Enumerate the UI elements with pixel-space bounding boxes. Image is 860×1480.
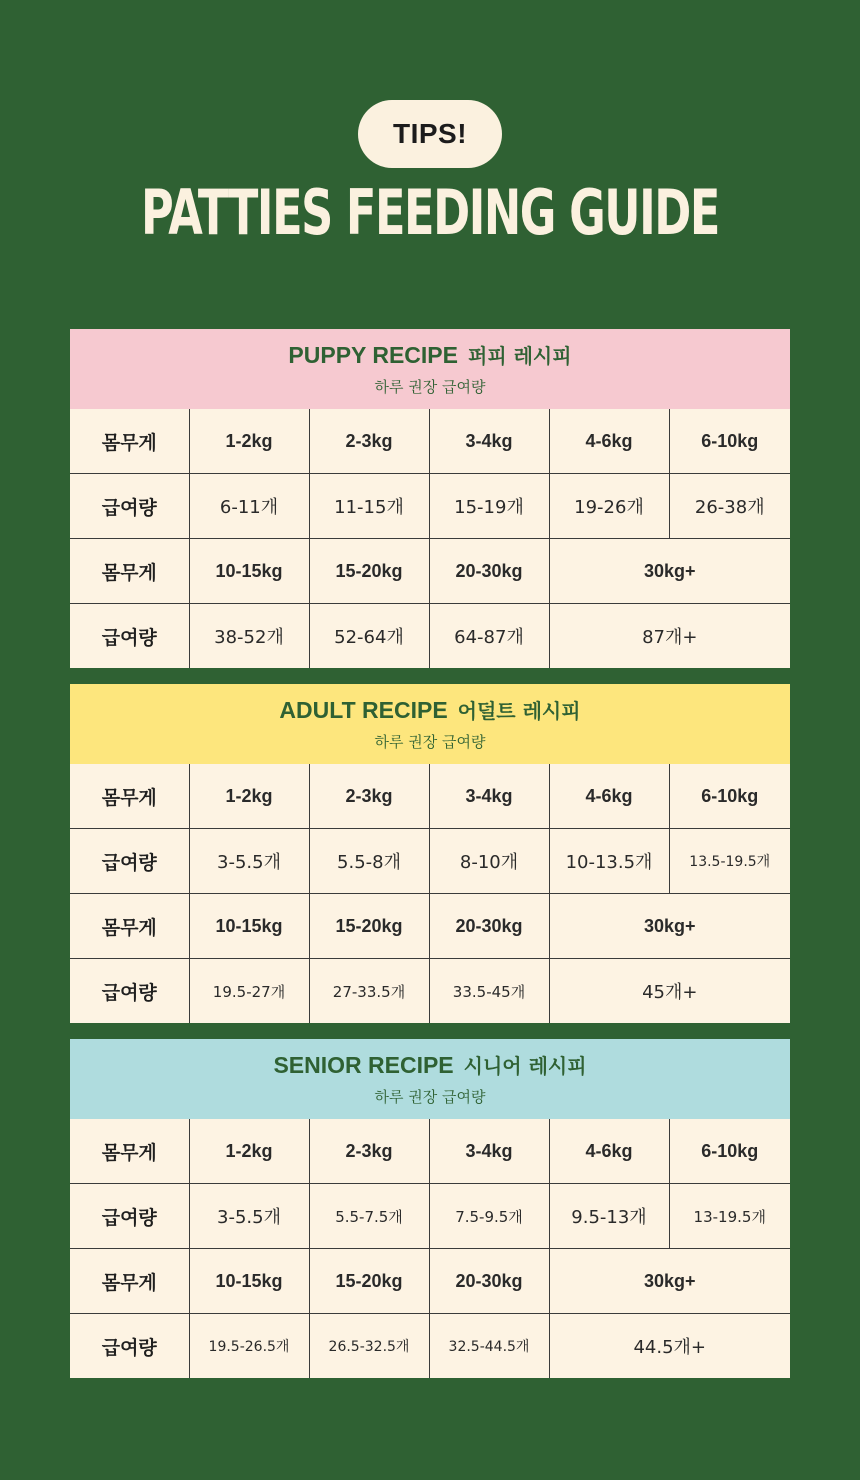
weight-cell: 3-4kg	[429, 409, 549, 474]
amount-cell: 19.5-26.5개	[189, 1314, 309, 1379]
weight-cell: 30kg+	[549, 894, 790, 959]
amount-cell: 5.5-8개	[309, 829, 429, 894]
weight-label: 몸무게	[70, 409, 189, 474]
senior-feeding-table	[70, 1119, 790, 1378]
section-subtitle: 하루 권장 급여량	[374, 1088, 486, 1106]
weight-cell: 3-4kg	[429, 1119, 549, 1184]
amount-label: 급여량	[70, 1184, 189, 1249]
puppy-feeding-table	[70, 409, 790, 668]
amount-cell: 3-5.5개	[189, 829, 309, 894]
amount-cell: 26-38개	[669, 474, 790, 539]
weight-cell: 2-3kg	[309, 764, 429, 829]
amount-label: 급여량	[70, 1314, 189, 1379]
table-row	[70, 1184, 790, 1249]
weight-cell: 1-2kg	[189, 764, 309, 829]
weight-cell: 2-3kg	[309, 1119, 429, 1184]
weight-cell: 15-20kg	[309, 539, 429, 604]
weight-label: 몸무게	[70, 894, 189, 959]
weight-label: 몸무게	[70, 1119, 189, 1184]
table-row	[70, 1249, 790, 1314]
adult-section-header	[70, 684, 790, 764]
section-title-en: SENIOR RECIPE	[273, 1052, 454, 1078]
amount-cell: 13-19.5개	[669, 1184, 790, 1249]
amount-cell: 13.5-19.5개	[669, 829, 790, 894]
adult-feeding-table	[70, 764, 790, 1023]
section-title-kr: 시니어 레시피	[463, 1054, 587, 1078]
puppy-section-header	[70, 329, 790, 409]
weight-cell: 10-15kg	[189, 539, 309, 604]
senior-section-header	[70, 1039, 790, 1119]
amount-cell: 15-19개	[429, 474, 549, 539]
adult-section	[70, 684, 790, 1023]
weight-cell: 2-3kg	[309, 409, 429, 474]
table-row	[70, 1314, 790, 1379]
weight-cell: 20-30kg	[429, 539, 549, 604]
table-row	[70, 539, 790, 604]
section-title-kr: 퍼피 레시피	[468, 344, 572, 368]
weight-label: 몸무게	[70, 539, 189, 604]
section-title-en: PUPPY RECIPE	[288, 342, 458, 368]
weight-label: 몸무게	[70, 764, 189, 829]
section-subtitle: 하루 권장 급여량	[374, 733, 486, 751]
amount-cell: 3-5.5개	[189, 1184, 309, 1249]
amount-cell: 33.5-45개	[429, 959, 549, 1024]
table-row	[70, 1119, 790, 1184]
table-row	[70, 829, 790, 894]
weight-cell: 1-2kg	[189, 1119, 309, 1184]
weight-cell: 30kg+	[549, 1249, 790, 1314]
amount-cell: 27-33.5개	[309, 959, 429, 1024]
senior-section	[70, 1039, 790, 1378]
weight-cell: 10-15kg	[189, 894, 309, 959]
amount-cell: 52-64개	[309, 604, 429, 669]
weight-cell: 4-6kg	[549, 1119, 669, 1184]
section-title	[273, 1051, 586, 1080]
amount-cell: 32.5-44.5개	[429, 1314, 549, 1379]
amount-cell: 5.5-7.5개	[309, 1184, 429, 1249]
weight-cell: 15-20kg	[309, 1249, 429, 1314]
weight-cell: 6-10kg	[701, 785, 759, 806]
table-row	[70, 959, 790, 1024]
amount-cell: 9.5-13개	[549, 1184, 669, 1249]
amount-cell: 7.5-9.5개	[429, 1184, 549, 1249]
section-title	[288, 341, 571, 370]
section-subtitle: 하루 권장 급여량	[374, 378, 486, 396]
puppy-section	[70, 329, 790, 668]
weight-cell: 1-2kg	[189, 409, 309, 474]
weight-cell: 4-6kg	[549, 409, 669, 474]
amount-cell: 44.5개+	[549, 1314, 790, 1379]
weight-cell: 6-10kg	[701, 430, 759, 451]
amount-cell: 10-13.5개	[549, 829, 669, 894]
amount-cell: 45개+	[549, 959, 790, 1024]
table-row	[70, 604, 790, 669]
table-row	[70, 894, 790, 959]
amount-cell: 87개+	[549, 604, 790, 669]
table-row	[70, 764, 790, 829]
weight-cell: 10-15kg	[189, 1249, 309, 1314]
table-row	[70, 409, 790, 474]
section-title-kr: 어덜트 레시피	[457, 699, 581, 723]
weight-cell: 3-4kg	[429, 764, 549, 829]
table-row	[70, 474, 790, 539]
amount-cell: 38-52개	[189, 604, 309, 669]
amount-cell: 19.5-27개	[189, 959, 309, 1024]
weight-cell: 15-20kg	[309, 894, 429, 959]
amount-label: 급여량	[70, 959, 189, 1024]
amount-label: 급여량	[70, 829, 189, 894]
section-title-en: ADULT RECIPE	[279, 697, 448, 723]
amount-label: 급여량	[70, 474, 189, 539]
amount-cell: 26.5-32.5개	[309, 1314, 429, 1379]
weight-cell: 30kg+	[549, 539, 790, 604]
amount-cell: 64-87개	[429, 604, 549, 669]
tips-badge: TIPS!	[358, 100, 502, 168]
page-title: PATTIES FEEDING GUIDE	[141, 176, 719, 249]
amount-cell: 19-26개	[549, 474, 669, 539]
section-title	[279, 696, 580, 725]
weight-cell: 6-10kg	[701, 1140, 759, 1161]
amount-cell: 8-10개	[429, 829, 549, 894]
amount-label: 급여량	[70, 604, 189, 669]
amount-cell: 11-15개	[309, 474, 429, 539]
weight-cell: 20-30kg	[429, 1249, 549, 1314]
amount-cell: 6-11개	[189, 474, 309, 539]
weight-cell: 4-6kg	[549, 764, 669, 829]
weight-cell: 20-30kg	[429, 894, 549, 959]
weight-label: 몸무게	[70, 1249, 189, 1314]
